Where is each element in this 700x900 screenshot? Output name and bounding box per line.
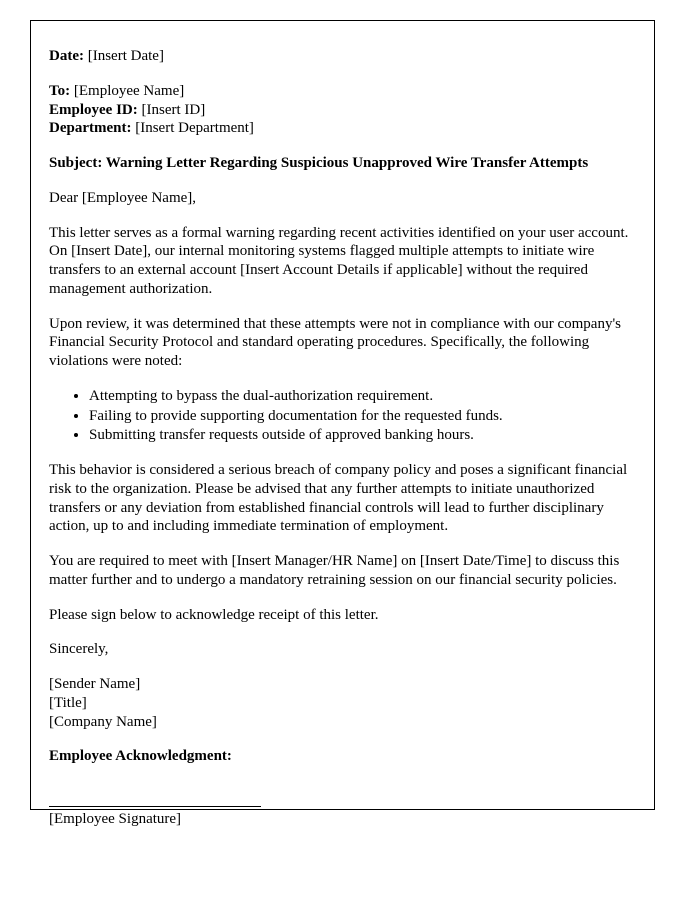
to-label: To: [49,82,71,99]
department-label: Department: [49,120,132,137]
department-line [49,119,640,138]
sender-title-line: [Title] [49,694,87,711]
date-line [49,47,640,66]
employee-id-line [49,101,640,120]
subject-line: Subject: Warning Letter Regarding Suspicious Unapproved Wire Transfer Attempts [49,155,589,171]
letter-page [30,20,655,827]
date-value: [Insert Date] [87,48,164,64]
body-paragraph-4: You are required to meet with [Insert Manager/HR Name] on [Insert Date/Time] to discuss this matter further and to undergo a mandatory retraining session on our financial security policies. [49,553,620,588]
body-paragraph-3: This behavior is considered a serious breach of company policy and poses a significant financial risk to the organization. Please be advised that any further attempts to initiate unauthorized transfers or any deviation from established financial controls will lead to further disciplinary action, up to and including immediate termination of employment. [49,462,628,535]
employee-id-value: [Insert ID] [141,101,206,118]
violation-item: • Attempting to bypass the dual-authorization requirement. [89,387,640,406]
company-name-line: [Company Name] [49,713,157,730]
body-paragraph-1: This letter serves as a formal warning regarding recent activities identified on your user account. On [Insert Date], our internal monitoring systems flagged multiple attempts to initiate wire transfers to an external account [Insert Account Details if applicable] without the required management authorization. [49,224,629,297]
department-value: [Insert Department] [135,120,254,137]
body-paragraph-5: Please sign below to acknowledge receipt of this letter. [49,606,379,623]
acknowledgment-heading: Employee Acknowledgment: [49,748,232,765]
recipient-block [49,82,640,138]
closing: Sincerely, [49,641,109,658]
to-line [49,82,640,101]
date-label: Date: [49,48,84,64]
employee-id-label: Employee ID: [49,101,138,118]
signature-caption: [Employee Signature] [49,811,182,827]
violation-item: • Submitting transfer requests outside of approved banking hours. [89,426,640,445]
signature-line [49,806,261,807]
to-value: [Employee Name] [73,82,185,99]
salutation: Dear [Employee Name], [49,189,197,206]
sender-name-line: [Sender Name] [49,676,141,692]
body-paragraph-2: Upon review, it was determined that these attempts were not in compliance with our company's Financial Security Protocol and standard operating procedures. Specifically, the following violations were noted: [49,315,621,369]
signature-block [49,675,640,731]
violations-list [49,387,640,445]
violation-item: • Failing to provide supporting documentation for the requested funds. [89,407,640,426]
